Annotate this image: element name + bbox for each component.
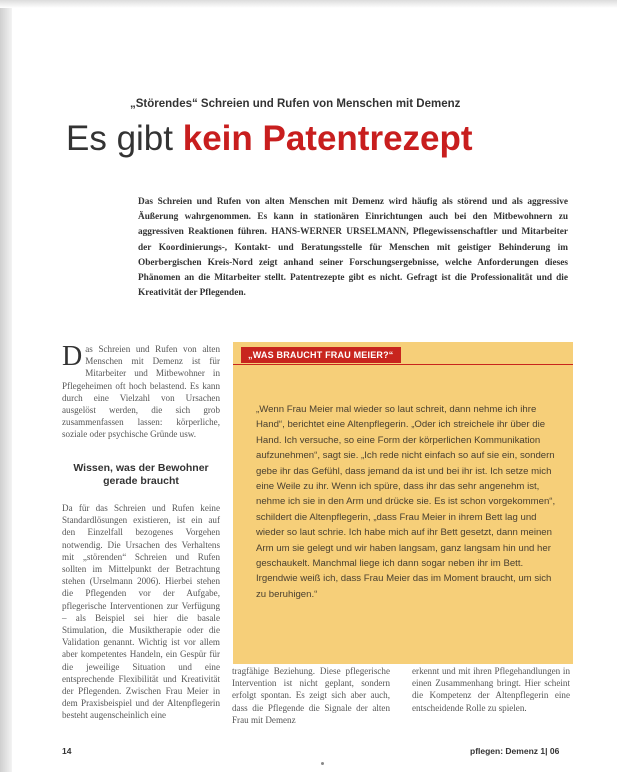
column-3-text: erkennt und mit ihren Pflegehandlungen in einen Zusammenhang bringt. Hier scheint die Kompetenz der Altenpflegerin eine entscheidende Rolle zu spielen. xyxy=(412,666,570,713)
column-2-text: tragfähige Beziehung. Diese pflegerische Intervention ist nicht geplant, sondern erfolgt spontan. Es zeigt sich aber auch, dass die Pflegende die Signale der alten Frau mit Demenz xyxy=(232,666,390,725)
sidebar-box xyxy=(233,342,573,664)
page-top-shadow xyxy=(0,0,617,8)
article-kicker: „Störendes“ Schreien und Rufen von Menschen mit Demenz xyxy=(130,98,461,110)
column-1-body: Da für das Schreien und Rufen keine Standardlösungen existieren, ist ein auf den Einzelfall bezogenes Vorgehen notwendig. Die Ursachen des Verhaltens mit „störenden“ Schreien und Rufen sollten im Mittelpunkt der Betrachtung stehen (Urselmann 2006). Hierbei stehen die Pflegenden vor der Aufgabe, pflegerische Interventionen zur Verfügung – als Beispiel sei hier die basale Stimulation, die Musiktherapie oder die Validation genannt. Wichtig ist vor allem aber kompetentes Handeln, ein Gespür für die jeweilige Situation und eine entsprechende Flexibilität und Kreativität der Pflegenden. Zwischen Frau Meier in dem Praxisbeispiel und der Altenpflegerin besteht augenscheinlich eine xyxy=(62,503,220,721)
sidebar-box-rule xyxy=(233,364,573,365)
page-gutter-shadow xyxy=(0,0,12,772)
sidebar-box-text: „Wenn Frau Meier mal wieder so laut schreit, dann nehme ich ihre Hand“, berichtet eine Altenpflegerin. „Oder ich streichele ihr über die Hand. Ich versuche, so eine Form der körperlichen Kommunikation aufzunehmen“, sagt sie. „Ich rede nicht einfach so auf sie ein, sondern gebe ihr das Gefühl, dass jemand da ist und bei ihr ist. Ich setze mich eine Weile zu ihr. Wenn ich spüre, dass ihr das sehr angenehm ist, nehme ich sie in den Arm und drücke sie. Es ist schon vorgekommen“, schildert die Altenpflegerin, „dass Frau Meier in ihrem Bett lag und wieder so laut schrie. Ich habe mich auf ihr Bett gesetzt, dann meinen Arm um sie gelegt und wir haben langsam, ganz langsam hin und her geschaukelt. Manchmal liege ich dann sogar neben ihr im Bett. Irgendwie weiß ich, dass Frau Meier das im Moment braucht, um sich zu beruhigen.“ xyxy=(256,404,556,600)
drop-cap: D xyxy=(62,341,83,372)
article-title-accent: kein Patentrezept xyxy=(182,119,473,158)
article-lead: Das Schreien und Rufen von alten Menschen mit Demenz wird häufig als störend und als aggressive Äußerung wahrgenommen. Es kann in stationären Einrichtungen auch bei den Mitbewohnern zu aggressiven Reaktionen führen. HANS-WERNER URSELMANN, Pflegewissenschaftler und Mitarbeiter der Koordinierungs-, Kontakt- und Beratungsstelle für Menschen mit geistiger Behinderung im Oberbergischen Kreis-Nord zeigt anhand seiner Forschungsergebnisse, welche Anforderungen dieses Phänomen an die Mitarbeiter stellt. Patentrezepte gibt es nicht. Gefragt ist die Professionalität und die Kreativität der Pflegenden. xyxy=(138,197,568,299)
column-1-intro xyxy=(62,343,220,441)
center-mark xyxy=(321,762,324,765)
magazine-footer: pflegen: Demenz 1| 06 xyxy=(470,746,560,756)
page-number: 14 xyxy=(62,746,72,756)
article-title xyxy=(66,118,473,160)
section-subheading: Wissen, was der Bewohner gerade braucht xyxy=(73,462,209,487)
article-title-plain: Es gibt xyxy=(66,119,183,158)
column-1-text: as Schreien und Rufen von alten Menschen mit Demenz ist für Mitarbeiter und Mitbewohner in Pflegeheimen oft hoch belastend. Es kann durch eine Vielzahl von Ursachen ausgelöst werden, die sich grob zusammenfassen lassen: körperliche, soziale oder psychische Gründe usw. xyxy=(62,344,220,440)
sidebar-box-label: „WAS BRAUCHT FRAU MEIER?“ xyxy=(241,347,401,363)
